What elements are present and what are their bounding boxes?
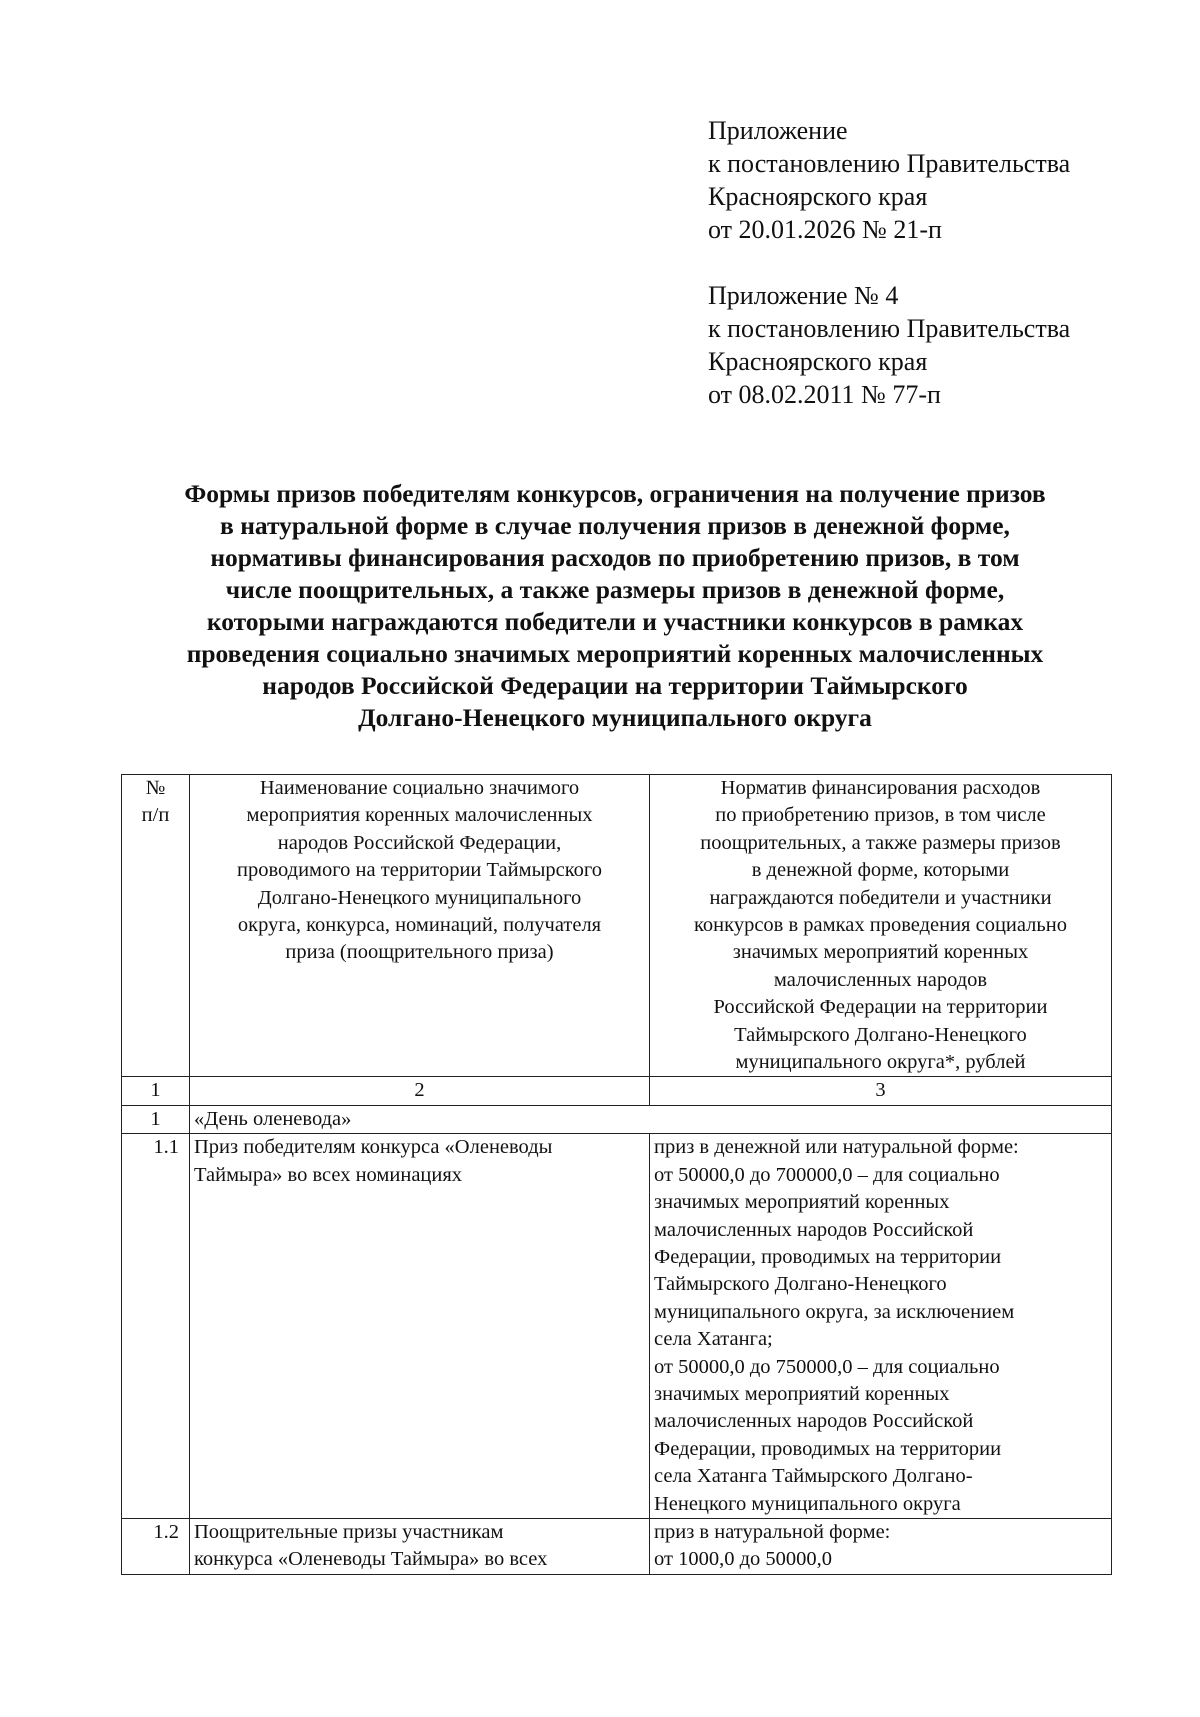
section-number: 1 xyxy=(122,1105,190,1133)
row-value: приз в натуральной форме: от 1000,0 до 50000,0 xyxy=(650,1518,1112,1574)
column-number-3: 3 xyxy=(650,1077,1112,1105)
column-number-1: 1 xyxy=(122,1077,190,1105)
appendix-header-original xyxy=(708,279,1178,411)
appendix-line: от 20.01.2026 № 21-п xyxy=(708,215,942,244)
appendix-line: Красноярского края xyxy=(708,182,928,211)
header-cell-number: № п/п xyxy=(122,775,190,1077)
title-line: Формы призов победителям конкурсов, ограничения на получение призов xyxy=(184,479,1046,508)
column-numbers-row xyxy=(122,1077,1112,1105)
appendix-header-current xyxy=(708,114,1178,246)
prizes-table xyxy=(121,774,1112,1575)
table-header-row xyxy=(122,775,1112,1077)
row-value: приз в денежной или натуральной форме: от 50000,0 до 700000,0 – для социально значимых мероприятий коренных малочисленных народов Российской Федерации, проводимых на территории Таймырского Долгано-Ненецкого муниципального округа, за исключением села Хатанга; от 50000,0 до 750000,0 – для социально значимых мероприятий коренных малочисленных народов Российской Федерации, проводимых на территории села Хатанга Таймырского Долгано- Ненецкого муниципального округа xyxy=(650,1134,1112,1519)
title-line: которыми награждаются победители и участники конкурсов в рамках xyxy=(206,607,1024,636)
row-number: 1.2 xyxy=(122,1518,190,1574)
row-name: Поощрительные призы участникам конкурса «Оленеводы Таймыра» во всех xyxy=(190,1518,650,1574)
title-line: Долгано-Ненецкого муниципального округа xyxy=(358,703,872,732)
appendix-line: к постановлению Правительства xyxy=(708,314,1071,343)
title-line: нормативы финансирования расходов по приобретению призов, в том xyxy=(210,543,1020,572)
header-cell-name: Наименование социально значимого мероприятия коренных малочисленных народов Российской Федерации, проводимого на территории Таймырского Долгано-Ненецкого муниципального округа, конкурса, номинаций, получателя приза (поощрительного приза) xyxy=(190,775,650,1077)
appendix-line: от 08.02.2011 № 77-п xyxy=(708,380,941,409)
section-name: «День оленевода» xyxy=(190,1105,1112,1133)
title-line: народов Российской Федерации на территории Таймырского xyxy=(262,671,968,700)
appendix-line: Приложение № 4 xyxy=(708,281,899,310)
title-line: проведения социально значимых мероприятий коренных малочисленных xyxy=(186,639,1044,668)
appendix-line: к постановлению Правительства xyxy=(708,149,1071,178)
appendix-line: Красноярского края xyxy=(708,347,928,376)
header-cell-norm: Норматив финансирования расходов по приобретению призов, в том числе поощрительных, а также размеры призов в денежной форме, которыми награждаются победители и участники конкурсов в рамках проведения социально значимых мероприятий коренных малочисленных народов Российской Федерации на территории Таймырского Долгано-Ненецкого муниципального округа*, рублей xyxy=(650,775,1112,1077)
row-name: Приз победителям конкурса «Оленеводы Таймыра» во всех номинациях xyxy=(190,1134,650,1519)
document-title xyxy=(120,478,1110,734)
appendix-line: Приложение xyxy=(708,116,848,145)
title-line: числе поощрительных, а также размеры призов в денежной форме, xyxy=(225,575,1005,604)
table-row xyxy=(122,1134,1112,1519)
section-row xyxy=(122,1105,1112,1133)
title-line: в натуральной форме в случае получения призов в денежной форме, xyxy=(220,511,1010,540)
column-number-2: 2 xyxy=(190,1077,650,1105)
row-number: 1.1 xyxy=(122,1134,190,1519)
table-row xyxy=(122,1518,1112,1574)
